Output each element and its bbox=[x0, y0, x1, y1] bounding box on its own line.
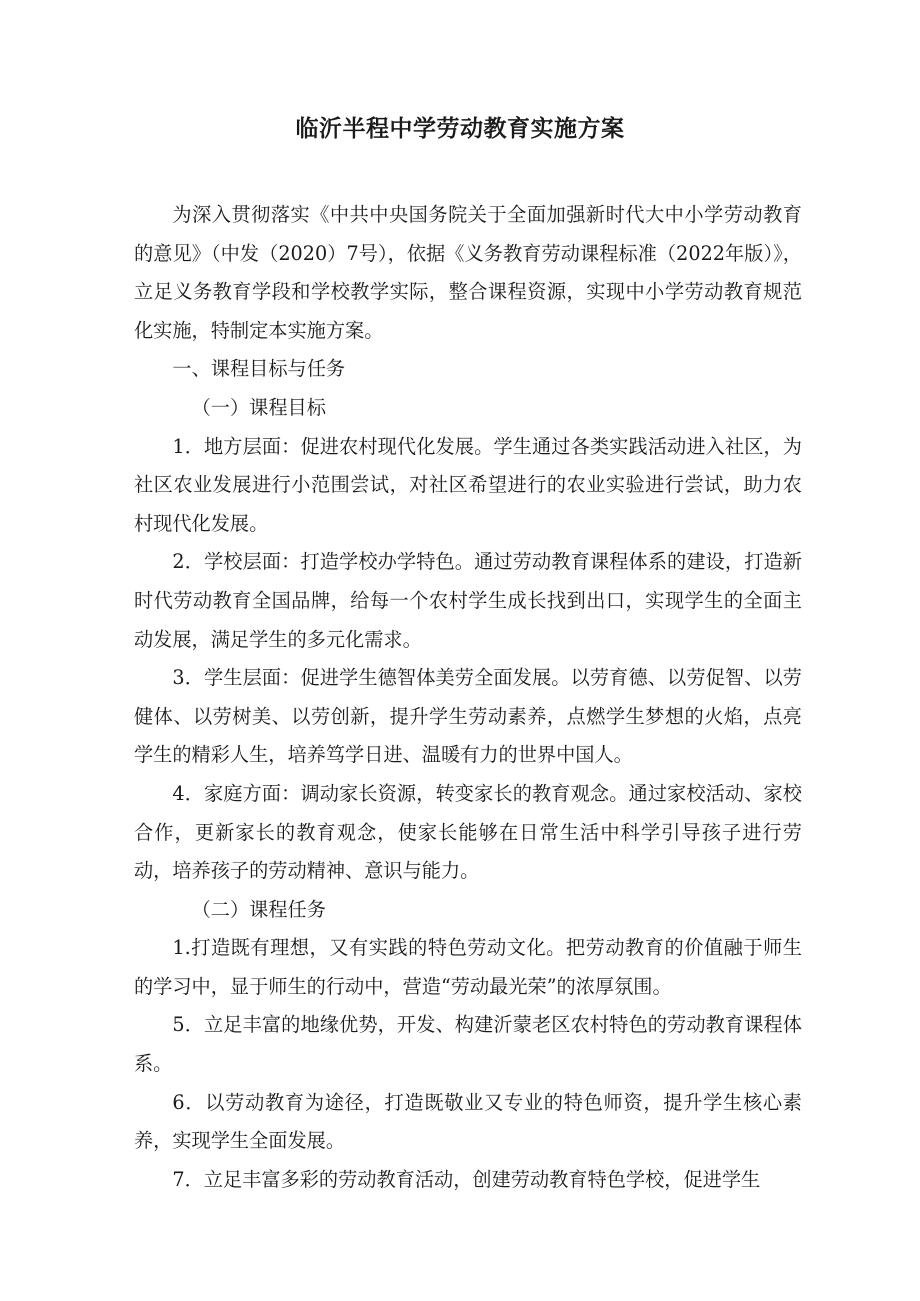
task-paragraph: 6．以劳动教育为途径，打造既敬业又专业的特色师资，提升学生核心素养，实现学生全面发展。 bbox=[134, 1090, 802, 1153]
subsection-heading-tasks: （二）课程任务 bbox=[191, 897, 326, 921]
task-paragraph: 1.打造既有理想，又有实践的特色劳动文化。把劳动教育的价值融于师生的学习中，显于师生的行动中，营造“劳动最光荣”的浓厚氛围。 bbox=[134, 936, 802, 998]
goal-paragraph: 4．家庭方面：调动家长资源，转变家长的教育观念。通过家校活动、家校合作，更新家长的教育观念，使家长能够在日常生活中科学引导孩子进行劳动，培养孩子的劳动精神、意识与能力。 bbox=[134, 781, 802, 883]
section-heading-goals-tasks: 一、课程目标与任务 bbox=[172, 357, 346, 381]
goal-paragraph: 1．地方层面：促进农村现代化发展。学生通过各类实践活动进入社区，为社区农业发展进行小范围尝试，对社区希望进行的农业实验进行尝试，助力农村现代化发展。 bbox=[134, 434, 802, 535]
task-paragraph: 7．立足丰富多彩的劳动教育活动，创建劳动教育特色学校，促进学生 bbox=[172, 1167, 761, 1191]
goal-paragraph: 2．学校层面：打造学校办学特色。通过劳动教育课程体系的建设，打造新时代劳动教育全国品牌，给每一个农村学生成长找到出口，实现学生的全面主动发展，满足学生的多元化需求。 bbox=[134, 550, 802, 651]
subsection-heading-goals: （一）课程目标 bbox=[191, 395, 326, 419]
goal-paragraph: 3．学生层面：促进学生德智体美劳全面发展。以劳育德、以劳促智、以劳健体、以劳树美、以劳创新，提升学生劳动素养，点燃学生梦想的火焰，点亮学生的精彩人生，培养笃学日进、温暖有力的世界中国人。 bbox=[134, 666, 802, 767]
document-body bbox=[134, 196, 802, 1199]
document-title: 临沂半程中学劳动教育实施方案 bbox=[295, 116, 625, 142]
task-paragraph: 5．立足丰富的地缘优势，开发、构建沂蒙老区农村特色的劳动教育课程体系。 bbox=[134, 1013, 802, 1076]
intro-paragraph: 为深入贯彻落实《中共中央国务院关于全面加强新时代大中小学劳动教育的意见》（中发（2020）7号），依据《义务教育劳动课程标准（2022年版）》，立足义务教育学段和学校教学实际，整合课程资源，实现中小学劳动教育规范化实施，特制定本实施方案。 bbox=[134, 203, 802, 342]
